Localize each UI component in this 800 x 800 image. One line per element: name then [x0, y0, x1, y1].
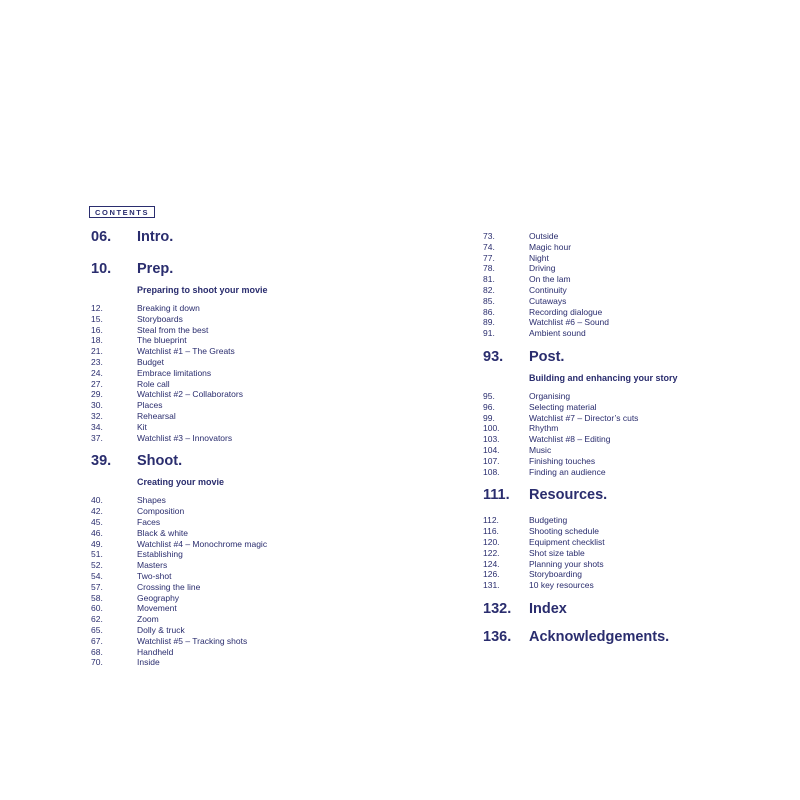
toc-entry[interactable]: [91, 346, 411, 357]
entry-title: Breaking it down: [137, 303, 200, 313]
entry-page-number: 57.: [91, 581, 103, 592]
section-title: Resources.: [529, 487, 608, 504]
entry-title: Night: [529, 252, 549, 263]
entry-page-number: 78.: [483, 263, 495, 274]
toc-entry[interactable]: [91, 625, 411, 636]
entry-page-number: 34.: [91, 421, 103, 432]
section-number: 93.: [483, 348, 504, 365]
toc-entry[interactable]: [483, 274, 783, 285]
entry-title: Geography: [137, 592, 180, 603]
entry-title: Faces: [137, 516, 161, 527]
toc-entry[interactable]: [91, 647, 411, 658]
entry-title: Role call: [137, 378, 170, 389]
entry-page-number: 70.: [91, 657, 103, 668]
entry-page-number: 107.: [483, 455, 500, 466]
entry-title: Crossing the line: [137, 581, 201, 592]
toc-entry[interactable]: [91, 314, 411, 325]
entry-page-number: 86.: [483, 306, 495, 317]
section-number: 10.: [91, 261, 112, 277]
section-number: 136.: [483, 628, 512, 645]
section-intro[interactable]: [91, 229, 411, 251]
entry-page-number: 60.: [91, 603, 103, 614]
entry-page-number: 67.: [91, 635, 103, 646]
entry-title: Music: [529, 444, 552, 455]
entry-title: Two-shot: [137, 570, 172, 581]
entry-page-number: 120.: [483, 536, 500, 547]
entry-title: Finishing touches: [529, 455, 596, 466]
entry-title: Movement: [137, 603, 177, 614]
entry-page-number: 126.: [483, 569, 500, 580]
entry-page-number: 122.: [483, 547, 500, 558]
entry-title: Handheld: [137, 646, 174, 657]
toc-entry[interactable]: [91, 325, 411, 336]
toc-entry[interactable]: [483, 413, 783, 424]
toc-entry[interactable]: [91, 400, 411, 411]
toc-entry[interactable]: [91, 614, 411, 625]
entry-page-number: 81.: [483, 274, 495, 285]
entry-title: Watchlist #5 – Tracking shots: [137, 635, 248, 646]
entry-page-number: 23.: [91, 356, 103, 367]
entry-title: Watchlist #4 – Monochrome magic: [137, 538, 268, 549]
entry-title: 10 key resources: [529, 580, 594, 591]
entry-title: Watchlist #8 – Editing: [529, 434, 611, 445]
entry-title: Finding an audience: [529, 466, 606, 477]
toc-entry[interactable]: [91, 517, 411, 528]
toc-entry[interactable]: [483, 559, 783, 570]
toc-entry[interactable]: [483, 456, 783, 467]
entry-title: Watchlist #7 – Director’s cuts: [529, 412, 639, 423]
entry-page-number: 74.: [483, 241, 495, 252]
entry-title: Equipment checklist: [529, 536, 605, 547]
entry-title: Black & white: [137, 527, 189, 538]
entry-page-number: 45.: [91, 516, 103, 527]
entry-title: Organising: [529, 390, 571, 401]
entry-title: Rhythm: [529, 423, 559, 434]
entry-page-number: 24.: [91, 367, 103, 378]
entry-title: Steal from the best: [137, 324, 209, 335]
toc-entry[interactable]: [91, 636, 411, 647]
toc-entry[interactable]: [483, 253, 783, 264]
resources-entry-list: [483, 515, 783, 591]
entry-page-number: 116.: [483, 526, 499, 537]
toc-entry[interactable]: [91, 657, 411, 668]
section-subtitle: Preparing to shoot your movie: [137, 285, 268, 295]
toc-entry[interactable]: [91, 389, 411, 400]
section-subtitle: Creating your movie: [137, 477, 225, 488]
toc-entry[interactable]: [91, 603, 411, 614]
entry-page-number: 77.: [483, 252, 495, 263]
entry-page-number: 30.: [91, 400, 103, 411]
section-number: 132.: [483, 600, 512, 617]
entry-page-number: 112.: [483, 515, 499, 526]
section-title: Index: [529, 600, 567, 617]
section-title: Acknowledgements.: [529, 628, 670, 645]
entry-title: Kit: [137, 421, 147, 432]
entry-title: Watchlist #2 – Collaborators: [137, 389, 243, 400]
entry-title: Ambient sound: [529, 328, 586, 339]
entry-page-number: 12.: [91, 303, 103, 313]
entry-title: Shot size table: [529, 547, 585, 558]
section-number: 39.: [91, 453, 112, 470]
entry-page-number: 21.: [91, 346, 103, 357]
entry-title: Embrace limitations: [137, 367, 212, 378]
entry-title: Places: [137, 400, 163, 411]
toc-right-column: [483, 231, 783, 651]
entry-page-number: 104.: [483, 444, 500, 455]
entry-page-number: 54.: [91, 570, 103, 581]
entry-title: Watchlist #3 – Innovators: [137, 432, 233, 443]
entry-page-number: 29.: [91, 389, 103, 400]
entry-title: On the lam: [529, 274, 571, 285]
entry-title: The blueprint: [137, 335, 187, 346]
toc-entry[interactable]: [483, 263, 783, 274]
toc-entry[interactable]: [483, 423, 783, 434]
toc-entry[interactable]: [483, 231, 783, 242]
toc-entry[interactable]: [483, 285, 783, 296]
toc-entry[interactable]: [483, 317, 783, 328]
toc-entry[interactable]: [91, 506, 411, 517]
entry-title: Dolly & truck: [137, 624, 185, 635]
toc-entry[interactable]: [483, 445, 783, 456]
entry-page-number: 51.: [91, 549, 103, 560]
entry-page-number: 16.: [91, 324, 103, 335]
entry-title: Establishing: [137, 549, 183, 560]
toc-entry[interactable]: [91, 335, 411, 346]
toc-left-column: [91, 229, 411, 668]
section-title: Post.: [529, 348, 565, 365]
entry-page-number: 15.: [91, 313, 103, 324]
section-prep[interactable]: [91, 261, 411, 283]
entry-title: Zoom: [137, 614, 159, 625]
entry-title: Shooting schedule: [529, 526, 599, 537]
entry-page-number: 85.: [483, 295, 495, 306]
toc-entry[interactable]: [91, 495, 411, 506]
entry-title: Watchlist #6 – Sound: [529, 317, 610, 328]
entry-title: Cutaways: [529, 295, 567, 306]
toc-entry[interactable]: [91, 549, 411, 560]
toc-entry[interactable]: [91, 528, 411, 539]
toc-entry[interactable]: [91, 379, 411, 390]
entry-page-number: 18.: [91, 335, 103, 346]
entry-title: Driving: [529, 263, 556, 274]
toc-entry[interactable]: [483, 434, 783, 445]
toc-entry[interactable]: [91, 411, 411, 422]
prep-entry-list: [91, 303, 411, 443]
entry-title: Shapes: [137, 495, 166, 506]
entry-title: Rehearsal: [137, 410, 176, 421]
toc-entry[interactable]: [483, 515, 783, 526]
entry-title: Recording dialogue: [529, 306, 603, 317]
entry-page-number: 124.: [483, 558, 500, 569]
section-index[interactable]: [483, 601, 783, 623]
toc-entry[interactable]: [483, 548, 783, 559]
entry-page-number: 37.: [91, 432, 103, 443]
entry-page-number: 73.: [483, 231, 495, 241]
toc-entry[interactable]: [91, 433, 411, 444]
toc-entry[interactable]: [483, 569, 783, 580]
toc-entry[interactable]: [91, 357, 411, 368]
section-post[interactable]: [483, 349, 783, 371]
toc-entry[interactable]: [91, 422, 411, 433]
section-number: 111.: [483, 487, 510, 504]
section-acknowledgements[interactable]: [483, 629, 783, 651]
entry-title: Planning your shots: [529, 558, 604, 569]
entry-title: Budget: [137, 356, 164, 367]
entry-page-number: 131.: [483, 580, 500, 591]
toc-entry[interactable]: [91, 593, 411, 604]
entry-page-number: 49.: [91, 538, 103, 549]
toc-entry[interactable]: [483, 402, 783, 413]
toc-entry[interactable]: [483, 391, 783, 402]
section-title: Prep.: [137, 261, 174, 277]
post-entry-list: [483, 391, 783, 477]
entry-page-number: 91.: [483, 328, 495, 339]
entry-title: Watchlist #1 – The Greats: [137, 346, 235, 357]
section-subtitle: Building and enhancing your story: [529, 372, 678, 383]
toc-entry[interactable]: [483, 526, 783, 537]
entry-page-number: 42.: [91, 506, 103, 517]
toc-entry[interactable]: [483, 328, 783, 339]
section-shoot[interactable]: [91, 453, 411, 475]
entry-page-number: 96.: [483, 401, 495, 412]
entry-title: Masters: [137, 560, 168, 571]
entry-page-number: 103.: [483, 434, 500, 445]
toc-entry[interactable]: [483, 296, 783, 307]
entry-title: Budgeting: [529, 515, 568, 526]
toc-entry[interactable]: [483, 242, 783, 253]
contents-label: CONTENTS: [89, 206, 155, 218]
entry-title: Inside: [137, 657, 160, 668]
toc-entry[interactable]: [483, 307, 783, 318]
entry-page-number: 89.: [483, 317, 495, 328]
toc-entry[interactable]: [91, 582, 411, 593]
entry-title: Magic hour: [529, 241, 572, 252]
entry-title: Storyboarding: [529, 569, 582, 580]
section-title: Shoot.: [137, 453, 183, 470]
toc-entry[interactable]: [91, 571, 411, 582]
section-title: Intro.: [137, 229, 174, 245]
entry-title: Selecting material: [529, 401, 597, 412]
entry-page-number: 100.: [483, 423, 500, 434]
entry-page-number: 40.: [91, 495, 103, 506]
section-resources[interactable]: [483, 487, 783, 509]
entry-title: Continuity: [529, 284, 567, 295]
entry-page-number: 65.: [91, 624, 103, 635]
entry-page-number: 46.: [91, 527, 103, 538]
toc-entry[interactable]: [91, 560, 411, 571]
toc-entry[interactable]: [483, 467, 783, 478]
entry-title: Composition: [137, 506, 185, 517]
toc-entry[interactable]: [91, 368, 411, 379]
entry-title: Outside: [529, 231, 559, 241]
entry-page-number: 32.: [91, 410, 103, 421]
shoot-continued-entry-list: [483, 231, 783, 339]
entry-page-number: 52.: [91, 560, 103, 571]
entry-page-number: 62.: [91, 614, 103, 625]
shoot-entry-list: [91, 495, 411, 668]
entry-page-number: 108.: [483, 466, 500, 477]
toc-entry[interactable]: [91, 303, 411, 314]
entry-page-number: 95.: [483, 390, 495, 401]
entry-page-number: 27.: [91, 378, 103, 389]
entry-page-number: 58.: [91, 592, 103, 603]
entry-page-number: 68.: [91, 646, 103, 657]
toc-entry[interactable]: [483, 580, 783, 591]
entry-title: Storyboards: [137, 313, 183, 324]
entry-page-number: 99.: [483, 412, 495, 423]
entry-page-number: 82.: [483, 284, 495, 295]
section-number: 06.: [91, 229, 112, 245]
toc-entry[interactable]: [483, 537, 783, 548]
toc-entry[interactable]: [91, 539, 411, 550]
